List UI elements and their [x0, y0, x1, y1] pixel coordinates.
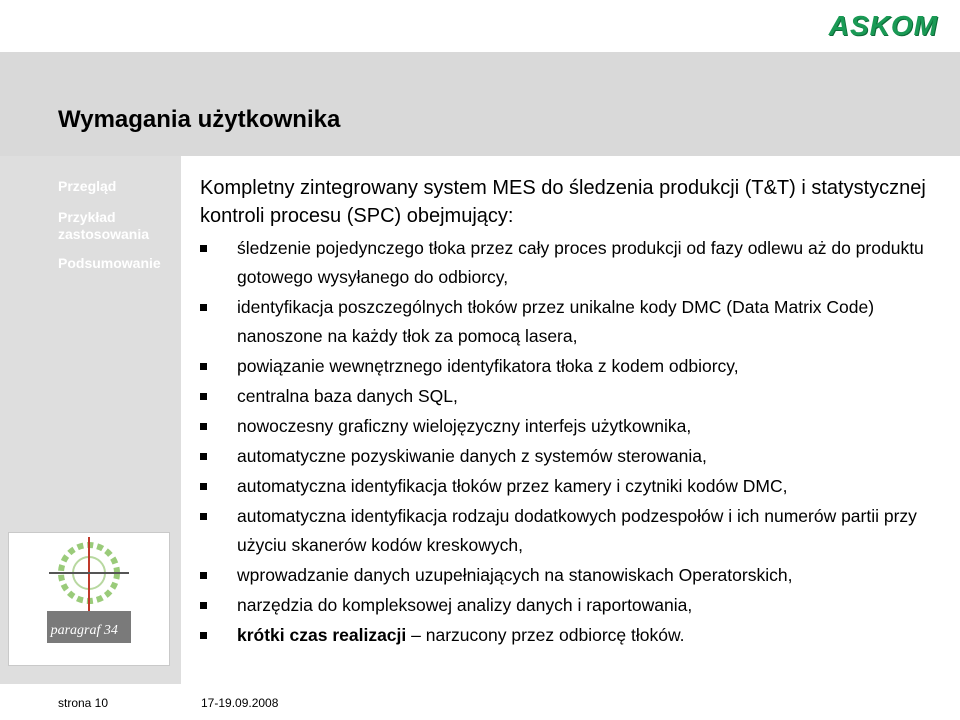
list-item	[200, 442, 935, 471]
list-item-text: automatyczna identyfikacja tłoków przez kamery i czytniki kodów DMC,	[237, 476, 788, 496]
bullet-icon	[200, 632, 207, 639]
list-item-text: identyfikacja poszczególnych tłoków przez unikalne kody DMC (Data Matrix Code) nanoszone na każdy tłok za pomocą lasera,	[237, 297, 875, 346]
list-item-text: nowoczesny graficzny wielojęzyczny interfejs użytkownika,	[237, 416, 692, 436]
list-item-text: centralna baza danych SQL,	[237, 386, 458, 406]
header-band	[0, 52, 960, 156]
page-number: strona 10	[58, 696, 109, 710]
sidebar-item-przeglad[interactable]: Przegląd	[58, 178, 117, 194]
sidebar-nav	[58, 178, 178, 286]
sidebar-item-przyklad-zastosowania[interactable]: Przykład zastosowania	[58, 209, 150, 242]
bullet-icon	[200, 245, 207, 252]
bullet-icon	[200, 602, 207, 609]
list-item-bold-text: krótki czas realizacji	[237, 625, 407, 645]
list-item	[200, 561, 935, 590]
list-item	[200, 472, 935, 501]
list-item	[200, 352, 935, 381]
askom-logo: ASKOM	[828, 10, 938, 41]
bullet-list	[200, 234, 935, 650]
bullet-icon	[200, 363, 207, 370]
footer-date: 17-19.09.2008	[201, 696, 279, 710]
bullet-icon	[200, 423, 207, 430]
list-item-text: śledzenie pojedynczego tłoka przez cały proces produkcji od fazy odlewu aż do produktu gotowego wysyłanego do odbiorcy,	[237, 238, 924, 287]
list-item	[200, 621, 935, 650]
intro-text: Kompletny zintegrowany system MES do śledzenia produkcji (T&T) i statystycznej kontroli procesu (SPC) obejmujący:	[200, 177, 926, 227]
top-left-strip	[0, 0, 180, 52]
list-item-text: automatyczne pozyskiwanie danych z systemów sterowania,	[237, 446, 707, 466]
list-item-text: wprowadzanie danych uzupełniających na stanowiskach Operatorskich,	[237, 565, 793, 585]
list-item-text: narzędzia do kompleksowej analizy danych i raportowania,	[237, 595, 693, 615]
page-title: Wymagania użytkownika	[58, 106, 341, 133]
list-item	[200, 234, 935, 292]
list-item	[200, 293, 935, 351]
bullet-icon	[200, 572, 207, 579]
list-item	[200, 412, 935, 441]
gear-crosshair-icon	[9, 533, 169, 665]
club-logo-label: klub paragraf 34	[23, 623, 118, 638]
list-item-text: powiązanie wewnętrznego identyfikatora tłoka z kodem odbiorcy,	[237, 356, 739, 376]
content	[200, 174, 935, 651]
list-item	[200, 591, 935, 620]
bullet-icon	[200, 393, 207, 400]
sidebar-item-podsumowanie[interactable]: Podsumowanie	[58, 255, 161, 271]
list-item	[200, 502, 935, 560]
bullet-icon	[200, 453, 207, 460]
bullet-icon	[200, 304, 207, 311]
list-item-text: – narzucony przez odbiorcę tłoków.	[406, 625, 685, 645]
bullet-icon	[200, 483, 207, 490]
club-logo	[8, 532, 170, 666]
list-item	[200, 382, 935, 411]
list-item-text: automatyczna identyfikacja rodzaju dodatkowych podzespołów i ich numerów partii przy użyciu skanerów kodów kreskowych,	[237, 506, 917, 555]
bullet-icon	[200, 513, 207, 520]
